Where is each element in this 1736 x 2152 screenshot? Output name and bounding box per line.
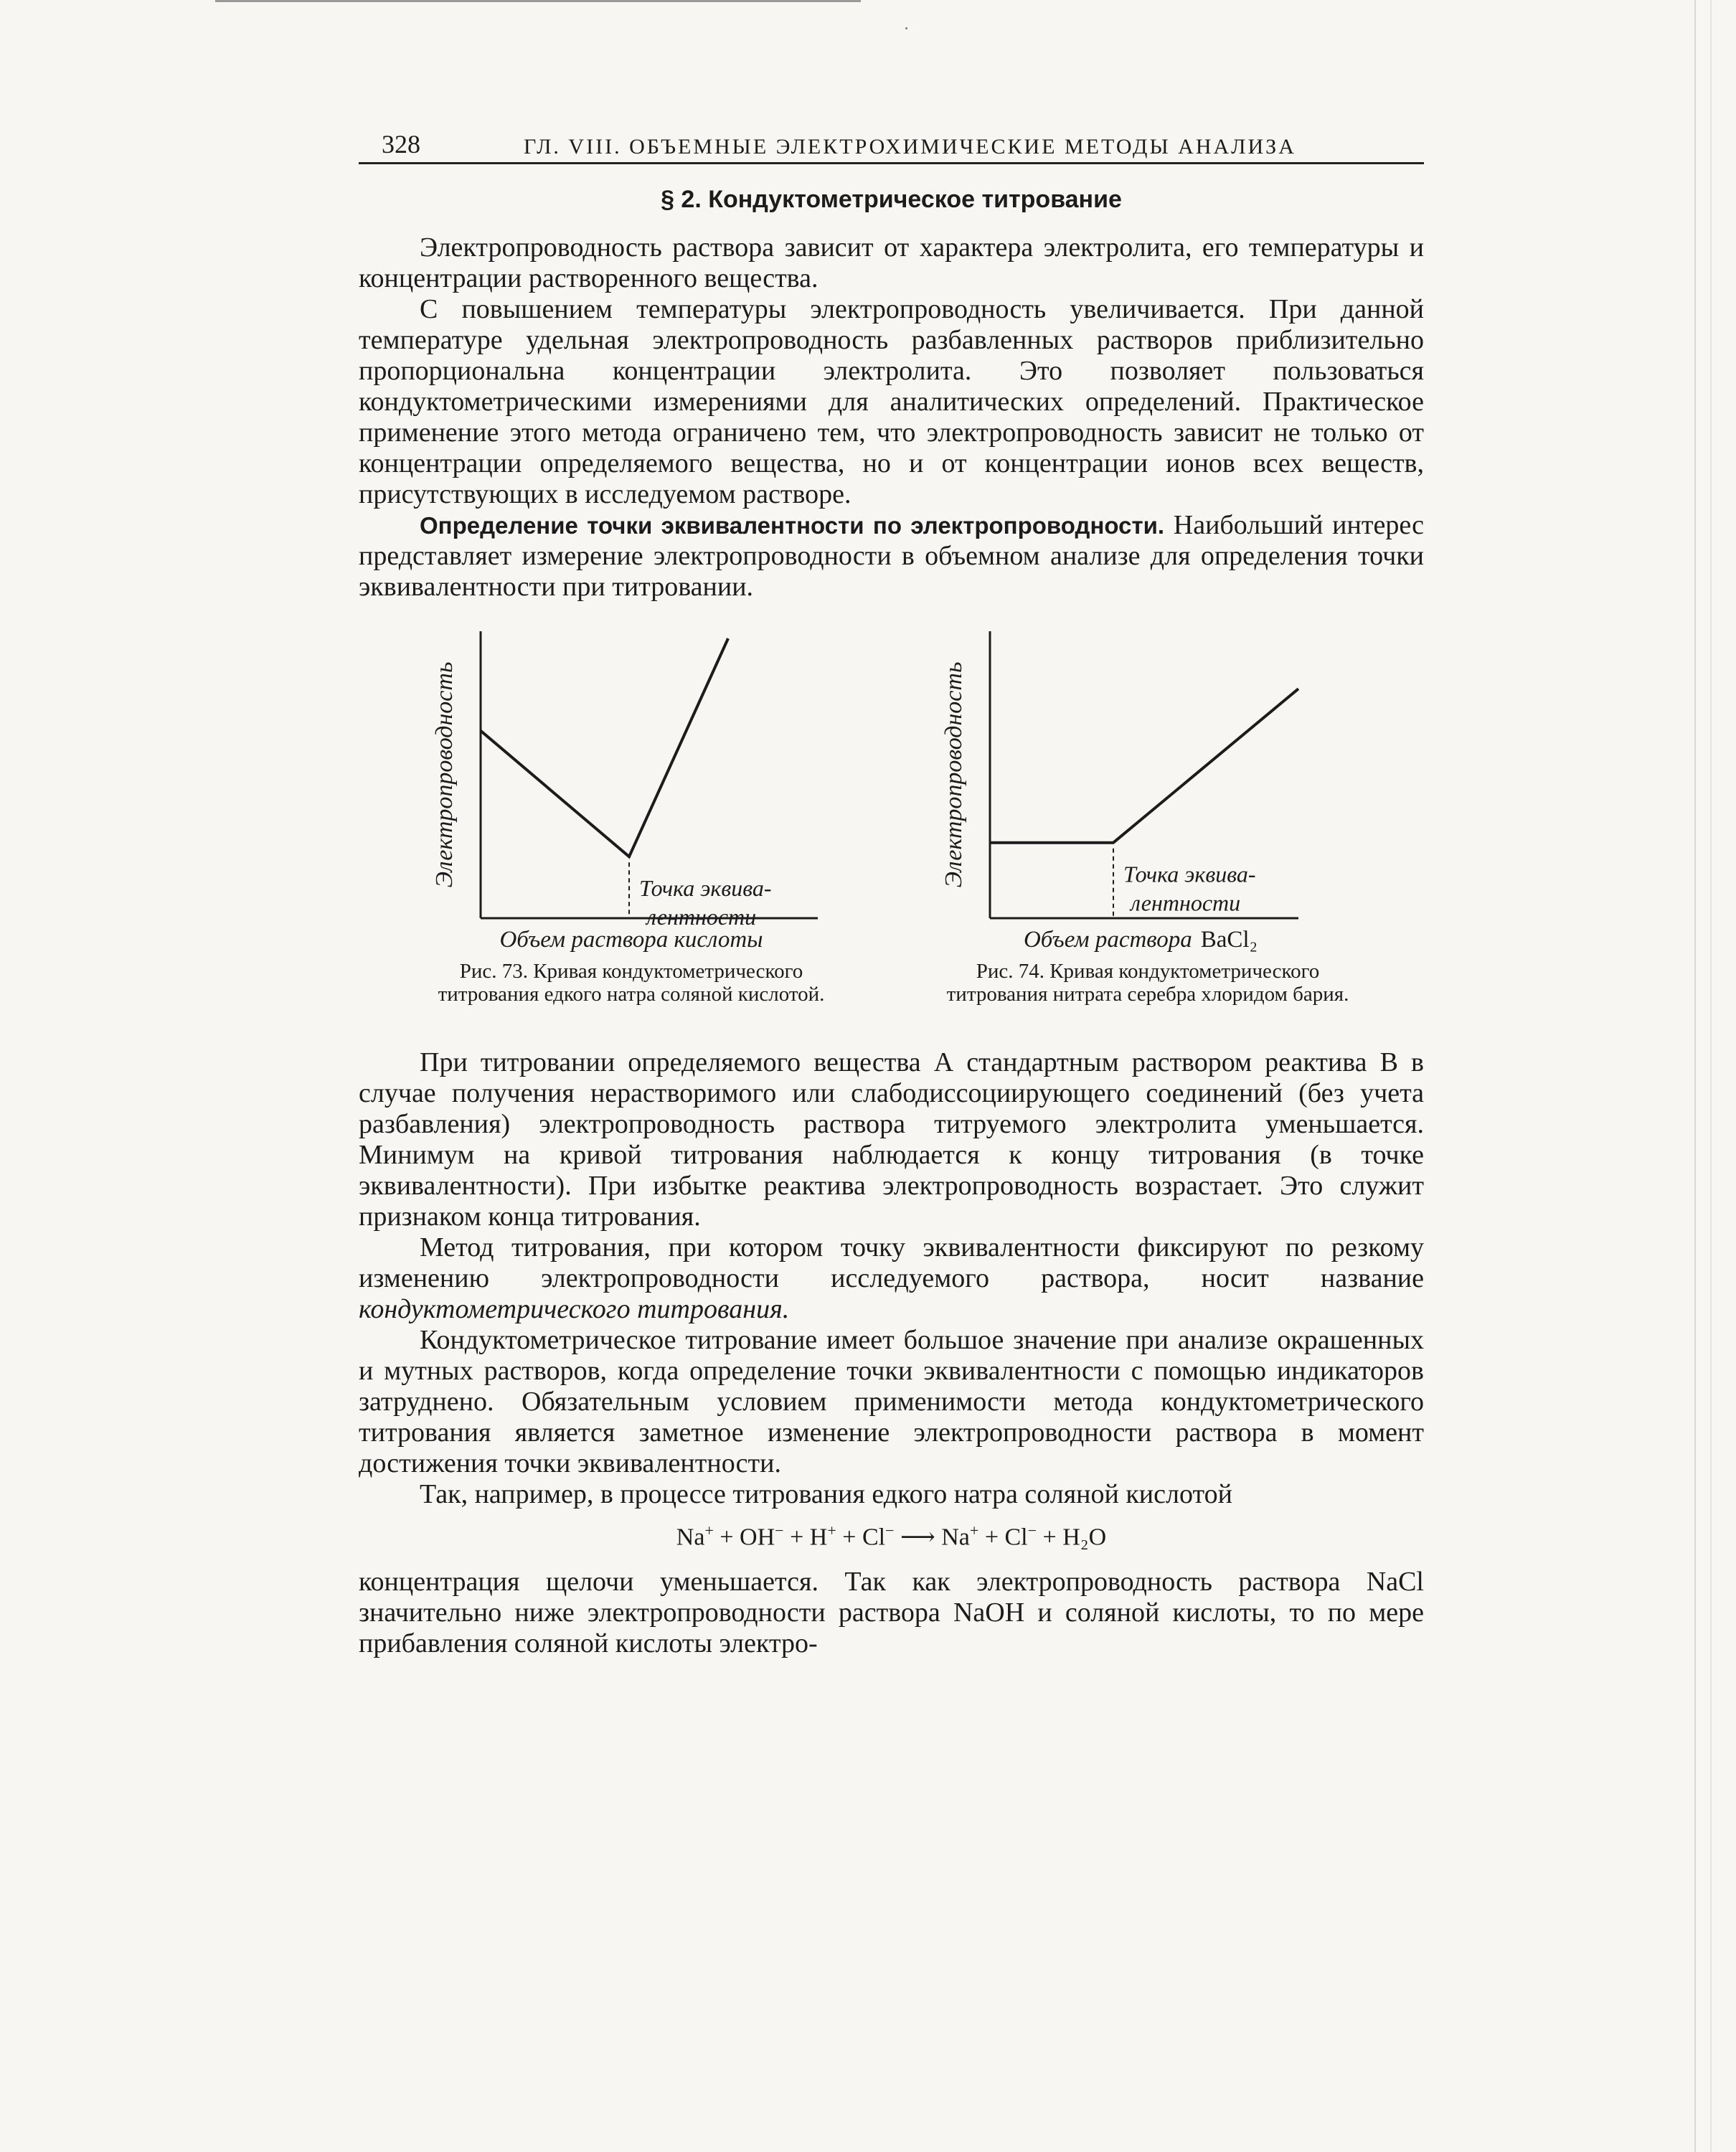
figures-row — [359, 617, 1424, 1019]
paragraph-text: Наибольший интерес представляет измерение электропроводности в объемном анализе для определения точки эквивалентности при титровании. — [359, 510, 1425, 602]
paragraph: Так, например, в процессе титрования едкого натра соляной кислотой — [420, 1479, 1232, 1509]
ion-cl: Cl — [862, 1524, 886, 1551]
charge: + — [969, 1521, 979, 1539]
scan-edge — [1694, 0, 1696, 2152]
figure-74 — [925, 617, 1370, 1006]
plus-sign: + — [1042, 1524, 1057, 1551]
book-page — [359, 122, 1424, 1659]
scan-artifact-dot — [905, 27, 907, 29]
annotation-line-1: Точка эквива- — [639, 875, 772, 902]
figure-caption: Рис. 73. Кривая кондуктометрического титрования едкого натра соляной кислотой. — [438, 960, 825, 1006]
ion-cl: Cl — [1004, 1524, 1028, 1551]
charge: − — [1027, 1521, 1037, 1539]
page-header — [359, 122, 1424, 164]
ion-na: Na — [941, 1524, 970, 1551]
titration-curve — [990, 689, 1298, 842]
plus-sign: + — [790, 1524, 804, 1551]
x-axis-label-text: Объем раствора — [1023, 927, 1192, 953]
figure-caption: Рис. 74. Кривая кондуктометрического титрования нитрата серебра хлоридом бария. — [946, 960, 1349, 1006]
reaction-equation — [359, 1521, 1424, 1551]
ion-h: H — [809, 1524, 828, 1551]
plus-sign: + — [984, 1524, 999, 1551]
section-title: § 2. Кондуктометрическое титрование — [661, 186, 1122, 213]
water: H₂O — [1062, 1524, 1107, 1551]
annotation-line-2: лентности — [1131, 889, 1241, 916]
charge: + — [827, 1521, 836, 1539]
paragraph — [359, 510, 1424, 603]
scan-artifact-line — [215, 0, 861, 2]
run-in-heading: Определение точки эквивалентности по электропроводности. — [420, 512, 1165, 539]
paragraph: С повышением температуры электропроводность увеличивается. При данной температуре удельная электропроводность разбавленных растворов приблизительно пропорциональна концентрации электролита. Это позволяет пользоваться кондуктометрическими измерениями для аналитических определений. Практическое применение этого метода ограничено тем, что электропроводность зависит не только от концентрации определяемого вещества, но и от концентрации ионов всех веществ, присутствующих в исследуемом растворе. — [359, 294, 1424, 509]
x-axis-reagent: BaCl₂ — [1200, 927, 1258, 953]
charge: − — [885, 1521, 895, 1539]
paragraph: концентрация щелочи уменьшается. Так как электропроводность раствора NaCl значительно ниже электропроводности раствора NaOH и соляной кислоты, то по мере прибавления соляной кислоты электро- — [359, 1567, 1424, 1659]
annotation-line-1: Точка эквива- — [1123, 861, 1256, 887]
charge: − — [775, 1521, 784, 1539]
x-axis-label: Объем раствора кислоты — [499, 927, 763, 953]
chart-fig73 — [416, 617, 846, 954]
charge: + — [704, 1521, 714, 1539]
plus-sign: + — [720, 1524, 734, 1551]
plus-sign: + — [842, 1524, 857, 1551]
paragraph: Кондуктометрическое титрование имеет большое значение при анализе окрашенных и мутных растворов, когда определение точки эквивалентности с помощью индикаторов затруднено. Обязательным условием применимости метода кондуктометрического титрования является заметное изменение электропроводности раствора в момент достижения точки эквивалентности. — [359, 1325, 1424, 1478]
y-axis-label: Электропроводность — [940, 661, 967, 888]
italic-term: кондуктометрического титрования. — [359, 1294, 790, 1324]
x-axis-label — [1024, 927, 1258, 953]
figure-73 — [416, 617, 846, 1006]
paragraph: Электропроводность раствора зависит от характера электролита, его температуры и концентрации растворенного вещества. — [359, 232, 1424, 293]
annotation-line-2: лентности — [646, 904, 757, 930]
scan-edge — [1710, 0, 1712, 2152]
ion-oh: OH — [740, 1524, 775, 1551]
paragraph: При титровании определяемого вещества А стандартным раствором реактива В в случае получения нерастворимого или слабодиссоциирующего соединений (без учета разбавления) электропроводность раствора титруемого электролита уменьшается. Минимум на кривой титрования наблюдается к концу титрования (в точке эквивалентности). При избытке реактива электропроводность возрастает. Это служит признаком конца титрования. — [359, 1047, 1424, 1232]
reaction-arrow: ⟶ — [900, 1524, 935, 1551]
ion-na: Na — [676, 1524, 705, 1551]
chart-fig74 — [925, 617, 1370, 954]
y-axis-label: Электропроводность — [431, 661, 458, 888]
titration-curve — [481, 638, 728, 856]
page-number: 328 — [382, 130, 420, 159]
running-title: ГЛ. VIII. ОБЪЕМНЫЕ ЭЛЕКТРОХИМИЧЕСКИЕ МЕТОДЫ АНАЛИЗА — [524, 135, 1296, 159]
paragraph — [359, 1232, 1424, 1325]
paragraph-text: Метод титрования, при котором точку эквивалентности фиксируют по резкому изменению электропроводности исследуемого раствора, носит название — [359, 1232, 1424, 1293]
